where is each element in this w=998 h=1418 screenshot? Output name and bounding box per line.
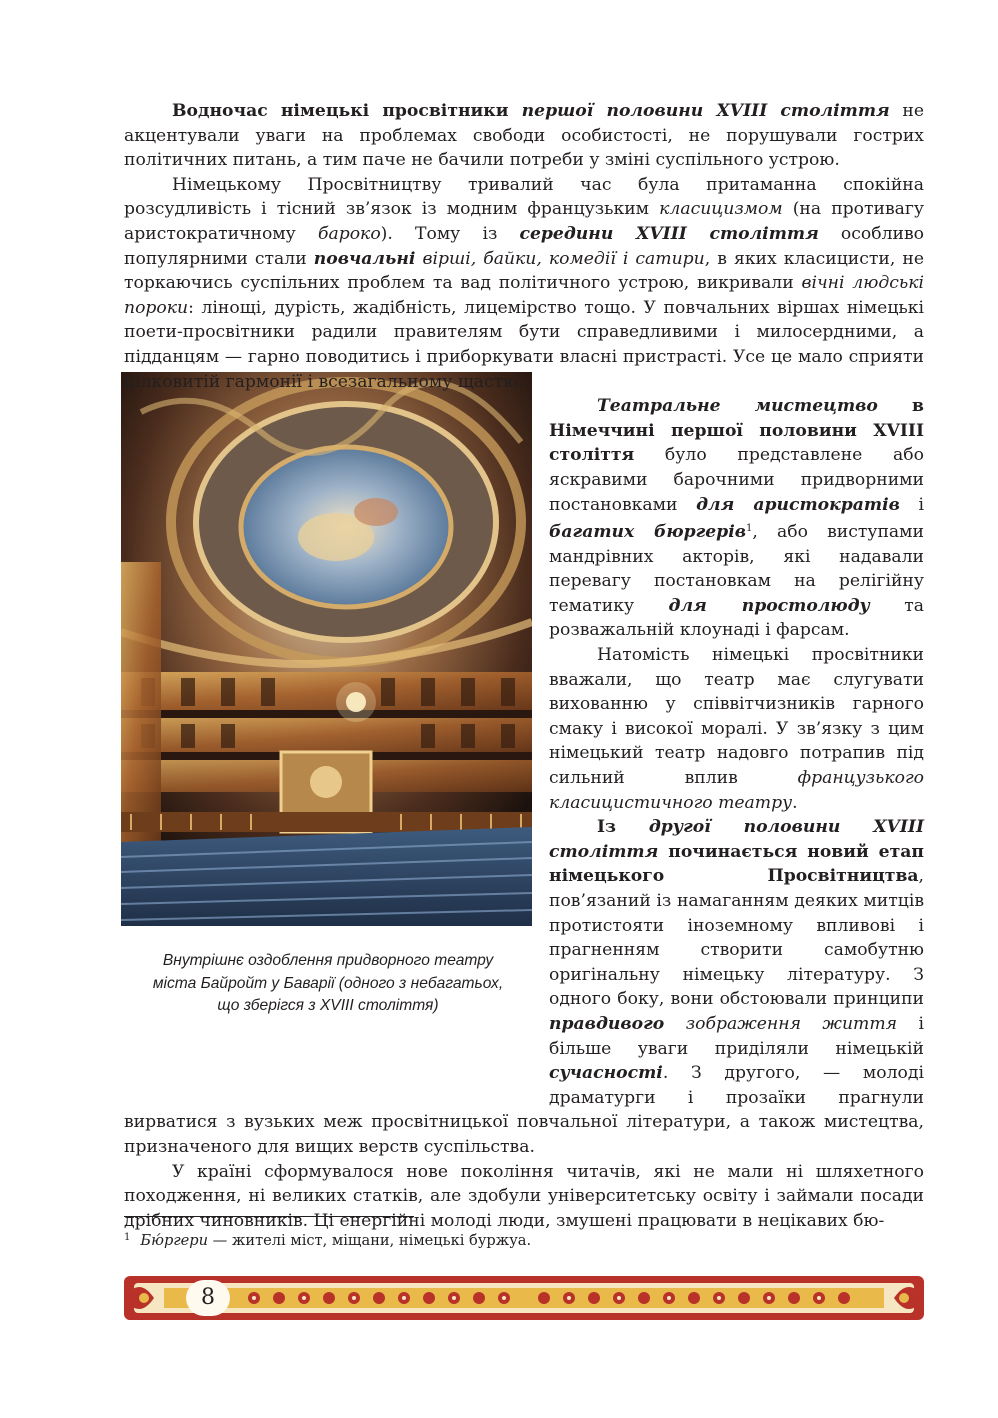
emphasis: Театральне мистецтво <box>597 396 878 417</box>
emphasis: вірші, байки, комедії і сатири <box>415 248 705 269</box>
text-span: особливо популярними стали <box>124 223 924 269</box>
emphasis: французького класицистичного театру <box>549 768 924 813</box>
text-span: в Німеччині першої половини XVIII століття <box>549 396 924 466</box>
text-span: Натомість німецькі просвітники вважали, що театр має слугувати вихованню у співвітчизників гарного смаку і високої моралі. У зв’язку з цим німецький театр надовго потрапив під сильний вплив <box>549 645 924 789</box>
text-span: починається новий етап німецького Просвітництва <box>549 841 924 887</box>
paragraph: У країні сформувалося нове покоління читачів, які не мали ні шляхетного походження, ні великих статків, але здобули університетську освіту і займали посади дрібних чиновників. Ці енергійні молоді люди, змушені працювати в нецікавих бю- <box>124 1161 924 1231</box>
emphasis: першої половини XVIII століття <box>521 101 890 121</box>
paragraph <box>124 99 924 173</box>
ornamental-border <box>124 1268 924 1328</box>
text-span: , в яких класицисти, не торкаючись суспільних проблем та вад політичного устрою, викривали <box>124 248 924 294</box>
text-span: Із <box>597 817 649 838</box>
emphasis: бароко <box>317 223 381 244</box>
emphasis: для аристократів <box>696 494 900 515</box>
text-span: : лінощі, дурість, жадібність, лицемірство тощо. У повчальних віршах німецькі поети-просвітники радили правителям бути справедливими і милосердними, а підданцям — гарно поводитись і приборкувати власні пристрасті. Усе це мало сприяти цілковитій гармонії і всезагальному щастю. <box>124 297 924 392</box>
text-span: та розважальній клоунаді і фарсам. <box>549 595 924 641</box>
footnote-mark: 1 <box>124 1232 131 1243</box>
emphasis: середини XVIII століття <box>519 223 819 244</box>
text-span: не акцентували уваги на проблемах свободи особистості, не порушували гострих політичних питань, а тим паче не бачили потреби у зміні суспільного устрою. <box>124 101 924 171</box>
footnote-text: — жителі міст, міщани, німецькі буржуа. <box>208 1232 532 1249</box>
text-span: Німецькому Просвітництву тривалий час була притаманна спокійна розсудливість і тісний зв’язок із модним французьким <box>124 174 924 220</box>
emphasis: вічні людські пороки <box>124 273 925 318</box>
figure-wrap-area <box>124 398 549 1098</box>
text-span: і більше уваги приділяли німецькій <box>549 1013 924 1059</box>
footnote-term: Бю́ргери <box>140 1232 209 1249</box>
text-span: , або виступами мандрівних акторів, які надавали перевагу постановкам на релігійну тематику <box>549 522 924 616</box>
emphasis: зображення життя <box>664 1013 898 1034</box>
main-text <box>124 99 924 1233</box>
text-span: . <box>792 792 798 813</box>
page-number: 8 <box>186 1280 230 1316</box>
footnote <box>124 1228 924 1251</box>
emphasis: для простолюду <box>668 595 870 616</box>
footnote-rule <box>124 1216 414 1217</box>
text-span: (на противагу аристократичному <box>124 199 925 244</box>
text-span: було представлене або яскравими барочними придворними постановками <box>549 445 924 515</box>
emphasis: правдивого <box>549 1013 665 1034</box>
text-span: , пов’язаний із намаганням деяких митців протистояти іноземному впливові і прагненням створити самобутню оригінальну німецьку літературу. З одного боку, вони обстоювали принципи <box>549 866 924 1010</box>
emphasis: багатих бюргерів <box>549 522 747 543</box>
paragraph <box>124 173 924 394</box>
emphasis: класицизмом <box>659 199 783 220</box>
emphasis: другої половини XVIII століття <box>549 817 925 862</box>
text-span: ). Тому із <box>380 223 520 244</box>
figure-caption: Внутрішнє оздоблення придворного театру міста Байройт у Баварії (одного з небагатьох, що зберігся з XVIII століття) <box>152 952 504 1014</box>
emphasis: сучасності <box>549 1063 663 1084</box>
emphasis: повчальні <box>313 248 416 269</box>
footnote-reference: 1 <box>746 523 753 535</box>
text-span: . З другого, — молоді драматурги і прозаїки прагнули вирватися з вузьких меж просвітницької повчальної літератури, а також мистецтва, призначеного для вищих верств суспільства. <box>124 1063 924 1157</box>
text-span: Водночас німецькі просвітники <box>172 101 522 121</box>
text-span: і <box>899 494 924 515</box>
